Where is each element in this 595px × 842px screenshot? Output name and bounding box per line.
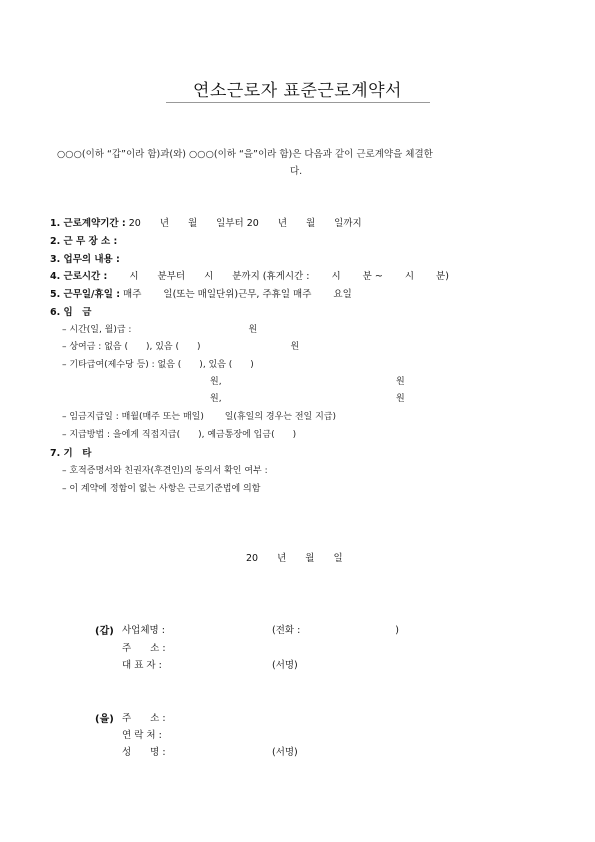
section-2 [50,233,117,247]
labor-law-item: – 이 계약에 정함이 없는 사항은 근로기준법에 의함 [62,484,261,494]
section-3-label: 3. 업무의 내용 : [50,254,120,265]
other-pay-won-1b: 원 [396,377,405,387]
section-3 [50,251,120,265]
employer-tag: (갑) [95,626,114,637]
employee-signature: (서명) [272,747,298,758]
employer-phone: (전화 : ) [272,625,399,636]
section-6 [50,304,91,318]
wage-item: – 시간(일, 월)급 : 원 [62,325,258,335]
section-4-label: 4. 근로시간 : [50,271,108,282]
section-1 [50,215,362,229]
employee-contact-label: 연 락 처 : [122,730,162,741]
employee-tag: (을) [95,714,114,725]
intro-line-1: ○○○(이하 “갑”이라 함)과(와) ○○○(이하 “을”이라 함)은 다음과 같이 근로계약을 체결한 [57,149,433,160]
bonus-item: – 상여금 : 없음 ( ), 있음 ( ) 원 [62,342,300,352]
other-pay-won-1a: 원, [210,377,222,387]
payday-item: – 임금지급일 : 매월(매주 또는 매일) 일(휴일의 경우는 전일 지급) [62,412,336,422]
section-7-label: 7. 기 타 [50,448,92,459]
section-2-label: 2. 근 무 장 소 : [50,236,118,247]
intro-line-2: 다. [290,166,303,177]
section-4 [50,268,449,282]
consent-item: – 호적증명서와 친권자(후견인)의 동의서 확인 여부 : [62,466,268,476]
document-title: 연소근로자 표준근로계약서 [193,81,402,101]
section-5-label: 5. 근무일/휴일 : [50,289,120,300]
employer-rep-label: 대 표 자 : [122,660,162,671]
section-6-label: 6. 임 금 [50,307,92,318]
employer-signature: (서명) [272,660,298,671]
employee-address-label: 주 소 : [122,713,166,724]
other-pay-won-2b: 원 [396,394,405,404]
employee-name-label: 성 명 : [122,747,166,758]
employer-address-label: 주 소 : [122,643,166,654]
section-7 [50,445,91,459]
contract-date: 20 년 월 일 [246,553,343,564]
title-underline [166,102,430,103]
other-pay-won-2a: 원, [210,394,222,404]
section-1-label: 1. 근로계약기간 : [50,218,126,229]
section-4-value: 시 분부터 시 분까지 (휴게시간 : 시 분 ~ 시 분) [110,271,449,282]
other-pay-item: – 기타급여(제수당 등) : 없음 ( ), 있음 ( ) [62,360,254,370]
section-5-value: 매주 일(또는 매일단위)근무, 주휴일 매주 요일 [123,289,352,300]
section-1-value: 20 년 월 일부터 20 년 월 일까지 [128,218,362,229]
section-5 [50,286,352,300]
payment-method-item: – 지급방법 : 을에게 직접지급( ), 예금통장에 입금( ) [62,430,297,440]
employer-business-label: 사업체명 : [122,625,165,636]
